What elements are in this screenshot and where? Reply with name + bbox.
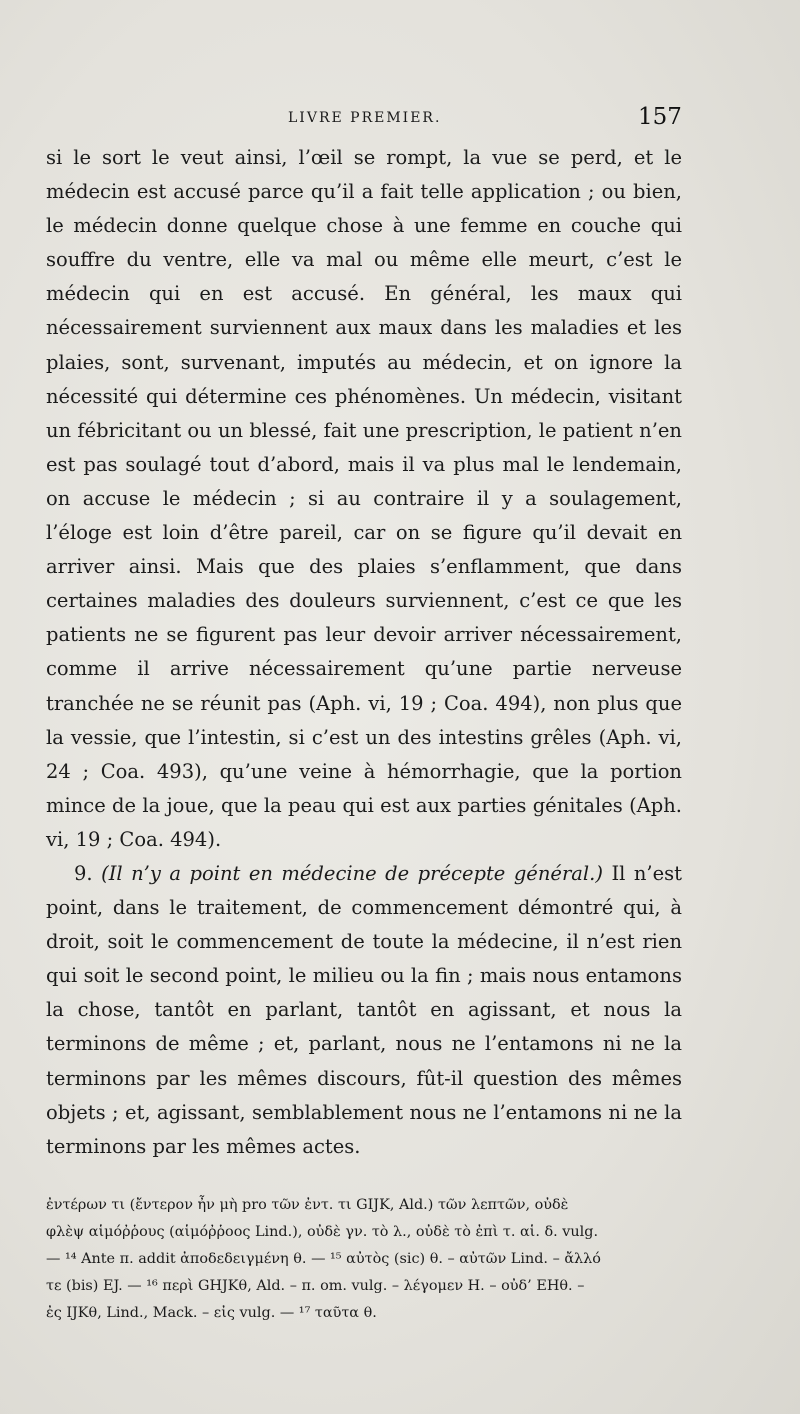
page-number: 157 (638, 104, 682, 130)
paragraph-number: 9. (74, 861, 93, 885)
paragraph-nine (46, 857, 682, 1164)
footnote-line: ἐντέρων τι (ἔντερον ἦν μὴ pro τῶν ἐντ. τι GIJK, Ald.) τῶν λεπτῶν, οὐδὲ (46, 1197, 569, 1213)
footnote-line: ἐς IJKθ, Lind., Mack. – εἰς vulg. — ¹⁷ ταῦτα θ. (46, 1305, 377, 1321)
footnotes (46, 1192, 686, 1327)
footnote-line: φλὲψ αἱμόῤῥους (αἱμόῤῥοος Lind.), οὐδὲ γν. τὸ λ., οὐδὲ τὸ ἐπὶ τ. αἱ. δ. vulg. (46, 1224, 599, 1240)
footnote-line: — ¹⁴ Ante π. addit ἀποδεδειγμένη θ. — ¹⁵ αὐτὸς (sic) θ. – αὐτῶν Lind. – ἄλλό (46, 1251, 601, 1267)
running-title: LIVRE PREMIER. (288, 110, 442, 126)
main-text (46, 141, 682, 1164)
paragraph-heading: (Il n’y a point en médecine de précepte général.) (101, 861, 603, 885)
paragraph-text: Il n’est point, dans le traitement, de commencement démontré qui, à droit, soit le commencement de toute la médecine, il n’est rien qui soit le second point, le milieu ou la fin ; mais nous entamons la chose, tantôt en parlant, tantôt en agissant, et nous la terminons de même ; et, parlant, nous ne l’entamons ni ne la terminons par les mêmes discours, fût-il question des mêmes objets ; et, agissant, semblablement nous ne l’entamons ni ne la terminons par les mêmes actes. (46, 861, 682, 1158)
paragraph-continued: si le sort le veut ainsi, l’œil se rompt, la vue se perd, et le médecin est accusé parce qu’il a fait telle application ; ou bien, le médecin donne quelque chose à une femme en couche qui souffre du ventre, elle va mal ou même elle meurt, c’est le médecin qui en est accusé. En général, les maux qui nécessairement surviennent aux maux dans les maladies et les plaies, sont, survenant, imputés au médecin, et on ignore la nécessité qui détermine ces phénomènes. Un médecin, visitant un fébricitant ou un blessé, fait une prescription, le patient n’en est pas soulagé tout d’abord, mais il va plus mal le lendemain, on accuse le médecin ; si au contraire il y a soulagement, l’éloge est loin d’être pareil, car on se figure qu’il devait en arriver ainsi. Mais que des plaies s’enflamment, que dans certaines maladies des douleurs surviennent, c’est ce que les patients ne se figurent pas leur devoir arriver nécessairement, comme il arrive nécessairement qu’une partie nerveuse tranchée ne se réunit pas (Aph. vi, 19 ; Coa. 494), non plus que la vessie, que l’intestin, si c’est un des intestins grêles (Aph. vi, 24 ; Coa. 493), qu’une veine à hémorrhagie, que la portion mince de la joue, que la peau qui est aux parties génitales (Aph. vi, 19 ; Coa. 494). (46, 146, 682, 851)
running-head (0, 104, 800, 134)
footnote-line: τε (bis) EJ. — ¹⁶ περὶ GHJKθ, Ald. – π. om. vulg. – λέγομεν H. – οὐδ’ EHθ. – (46, 1278, 585, 1294)
